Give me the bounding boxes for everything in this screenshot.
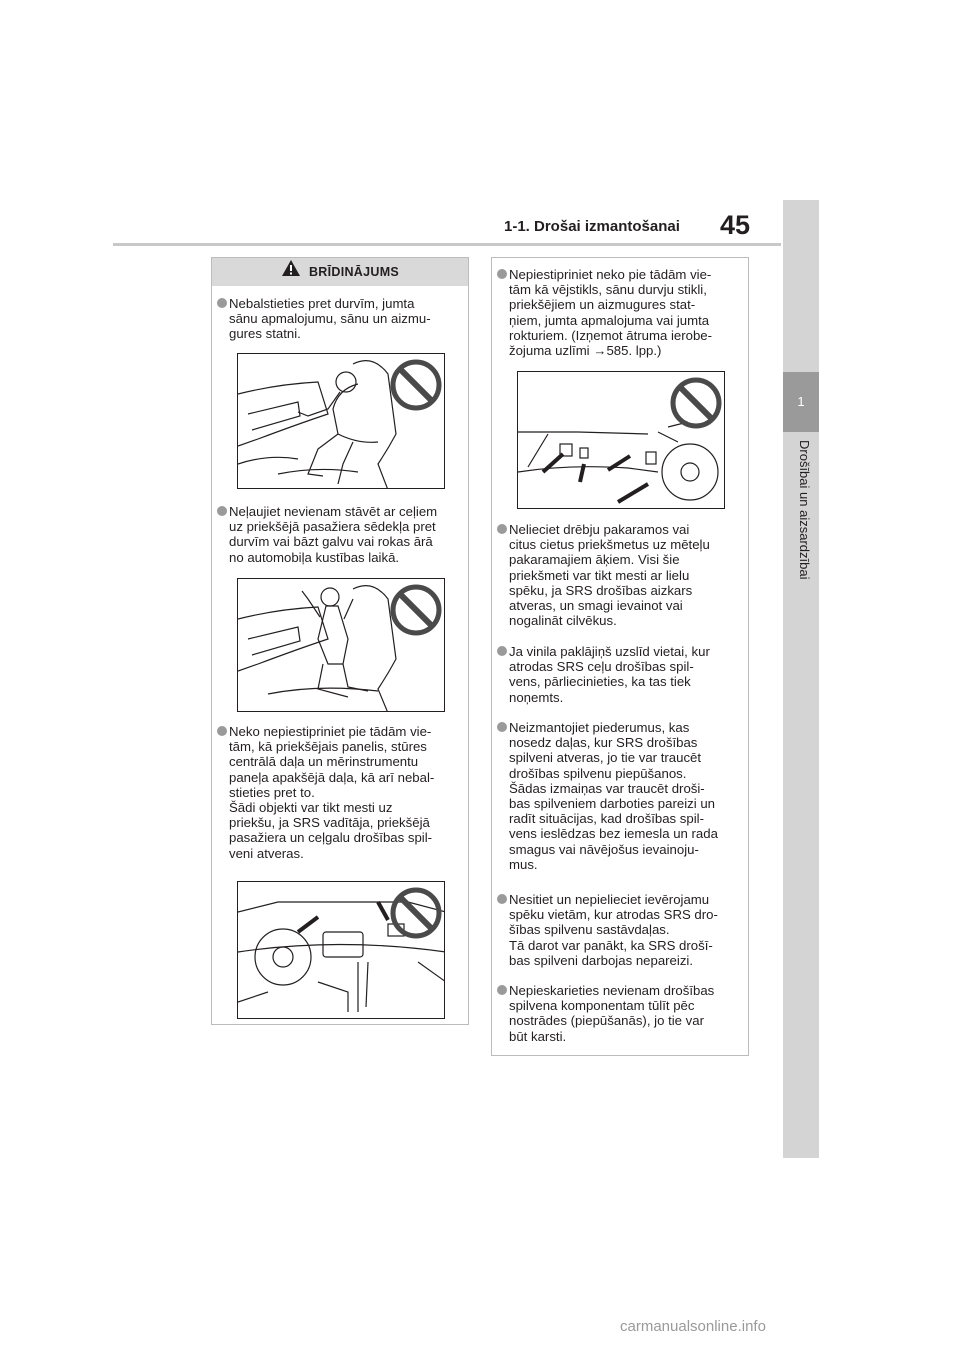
warning-item-text: Nepieskarieties nevienam drošības spilvena komponentam tūlīt pēc nostrādes (piepūšanās), jo tie var būt karsti.: [509, 983, 715, 1044]
warning-item-text: Nesitiet un nepielieciet ievērojamu spēku vietām, kur atrodas SRS dro- šības spilvenu sastāvdaļas. Tā darot var panākt, ka SRS drošī- bas spilveni darbojas nepareizi.: [509, 892, 718, 968]
chapter-number: 1: [783, 372, 819, 432]
bullet-icon: [497, 722, 507, 732]
bullet-icon: [497, 646, 507, 656]
section-title: 1-1. Drošai izmantošanai: [504, 218, 680, 235]
bullet-icon: [217, 506, 227, 516]
illustration-leaning-on-door: [237, 353, 445, 489]
prohibited-icon: [670, 377, 722, 429]
warning-item-text: Neļaujiet nevienam stāvēt ar ceļiem uz priekšējā pasažiera sēdekļa pret durvīm vai bāzt galvu vai rokas ārā no automobiļa kustības laikā.: [229, 504, 438, 565]
warning-box-left: [211, 257, 469, 1025]
bullet-icon: [217, 298, 227, 308]
header-rule: [113, 243, 781, 246]
warning-item-text: Ja vinila paklājiņš uzslīd vietai, kur atrodas SRS ceļu drošības spil- vens, pārliecinieties, ka tas tiek noņemts.: [509, 644, 710, 705]
prohibited-icon: [390, 887, 442, 939]
warning-box-right: [491, 257, 749, 1056]
bullet-icon: [497, 524, 507, 534]
page-number: 45: [720, 210, 751, 240]
bullet-icon: [497, 269, 507, 279]
bullet-icon: [497, 985, 507, 995]
bullet-icon: [217, 726, 227, 736]
prohibited-icon: [390, 584, 442, 636]
warning-header: [212, 258, 468, 286]
illustration-windshield-objects: [517, 371, 725, 509]
footer-watermark: carmanualsonline.info: [620, 1318, 766, 1335]
prohibited-icon: [390, 359, 442, 411]
illustration-dashboard-objects: [237, 881, 445, 1019]
warning-item-text: Nepiestipriniet neko pie tādām vie- tām kā vējstikls, sānu durvju stikli, priekšējiem un aizmugures stat- ņiem, jumta apmalojuma vai jumta rokturiem. (Izņemot ātruma ierobe- žojuma uzlīmi →585. lpp.): [509, 267, 713, 359]
warning-item-text: Neizmantojiet piederumus, kas nosedz daļas, kur SRS drošības spilveni atveras, jo tie var traucēt drošības spilvenu piepūšanos. Šādas izmaiņas var traucēt droši- bas spilveniem darboties pareizi un radīt situācijas, kad drošības spil- vens ieslēdzas bez iemesla un rada smagus vai nāvējošus ievainoju- mus.: [509, 720, 718, 872]
warning-title: BRĪDINĀJUMS: [308, 265, 400, 279]
warning-item-text: Nelieciet drēbju pakaramos vai citus cietus priekšmetus uz mēteļu pakaramajiem āķiem. Visi šie priekšmeti var tikt mesti ar lielu spēku, ja SRS drošības aizkars atveras, un smagi ievainot vai nogalināt cilvēkus.: [509, 522, 710, 629]
chapter-title: Drošībai un aizsardzībai: [797, 440, 812, 580]
illustration-kneeling-on-seat: [237, 578, 445, 712]
warning-item-text: Neko nepiestipriniet pie tādām vie- tām, kā priekšējais panelis, stūres centrālā daļa un mērinstrumentu paneļa apakšējā daļa, kā arī nebal- stieties pret to. Šādi objekti var tikt mesti uz priekšu, ja SRS vadītāja, priekšējā pasažiera un ceļgalu drošības spil- veni atveras.: [229, 724, 435, 861]
warning-item-text: Nebalstieties pret durvīm, jumta sānu apmalojumu, sānu un aizmu- gures statni.: [229, 296, 431, 342]
bullet-icon: [497, 894, 507, 904]
warning-triangle-icon: [281, 259, 301, 287]
